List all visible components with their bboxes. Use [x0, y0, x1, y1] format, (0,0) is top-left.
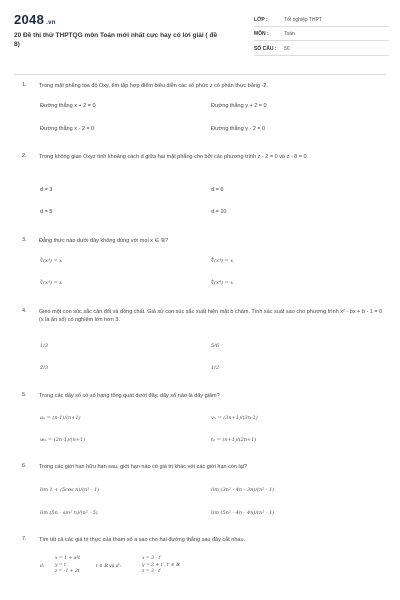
- option-d[interactable]: 1/2: [211, 365, 220, 371]
- meta-divider: [254, 26, 389, 27]
- logo-suffix: .vn: [46, 20, 56, 26]
- option-a[interactable]: 1/3: [40, 343, 49, 349]
- site-logo[interactable]: [14, 12, 56, 27]
- line-d-system: [55, 556, 80, 576]
- question-number: 4.: [22, 308, 27, 314]
- question-number: 6.: [22, 463, 27, 469]
- meta-divider: [254, 40, 389, 41]
- question-number: 5.: [22, 392, 27, 398]
- question-number: 7.: [22, 536, 27, 542]
- count-value: 50: [284, 46, 290, 52]
- logo-text: 2048: [14, 12, 45, 27]
- question-number: 2.: [22, 153, 27, 159]
- line-connector: t ∈ ℝ và d':: [96, 564, 122, 569]
- line-d-eq: z = -1 + 2t: [55, 569, 80, 574]
- question-number: 1.: [22, 82, 27, 88]
- option-a[interactable]: Đường thẳng x + 2 = 0: [40, 103, 96, 109]
- count-label: SỐ CÂU :: [254, 46, 277, 52]
- option-d[interactable]: lim (5n² - 4n - 4n)/(n² - 1): [211, 510, 275, 516]
- question-text: Trong không gian Oxyz tính khoảng cách d giữa hai mặt phẳng cho bởi các phương trình z - 2 = 0 và z - 8 = 0.: [39, 154, 309, 160]
- question-text: Trong các giới hạn hữu hạn sau, giới hạn nào có giá trị khác với các giới hạn còn lại?: [39, 464, 248, 470]
- line-d-eq: y = t: [55, 562, 66, 568]
- question-text: Trong các dãy số có số hạng tổng quát dưới đây, dãy số nào là dãy giảm?: [39, 393, 220, 399]
- option-b[interactable]: d = 6: [211, 187, 224, 193]
- option-c[interactable]: 2/3: [40, 365, 49, 371]
- option-b[interactable]: Đường thẳng y + 2 = 0: [211, 103, 267, 109]
- option-d[interactable]: Đường thẳng y - 2 = 0: [211, 126, 266, 132]
- option-a[interactable]: ∛(x³) = x: [40, 258, 63, 264]
- option-d[interactable]: ∜(x⁴) = x: [211, 280, 234, 286]
- option-a[interactable]: lim 1 + (5cos n)/(n² - 1): [40, 487, 100, 493]
- line-d-prime-eq: x = 3 - t': [142, 556, 162, 561]
- option-b[interactable]: vₙ = (3n+1)/(3n-1): [211, 415, 258, 421]
- header-separator: [14, 74, 386, 75]
- option-d[interactable]: tₙ = (n+1)/(2n+1): [211, 437, 257, 443]
- class-label: LỚP :: [254, 17, 268, 23]
- subject-label: MÔN :: [254, 31, 269, 37]
- question-text: Gieo một con súc sắc cân đối và đồng chất. Giả sử con súc sắc xuất hiện mặt b chấm. Tính xác suất sao cho phương trình x² - bx + b - 1 = 0 (x là ẩn số) có nghiệm lớn hơn 3.: [39, 309, 383, 323]
- question-text: Đẳng thức nào dưới đây không đúng với mọi x ∈ ℝ?: [39, 238, 169, 244]
- exam-title: 20 Đề thi thử THPTQG môn Toán mới nhất cực hay có lời giải ( đề 8): [14, 32, 218, 48]
- option-c[interactable]: lim (5n - sin² n)/(n² - 5): [40, 510, 98, 516]
- question-text: Tìm tất cả các giá trị thực của tham số a sao cho hai đường thẳng sau đây cắt nhau.: [39, 537, 246, 543]
- option-c[interactable]: Đường thẳng x - 2 = 0: [40, 126, 95, 132]
- subject-value: Toán: [284, 31, 295, 37]
- line-d-eq: x = 1 + a²t: [55, 556, 80, 561]
- option-c[interactable]: ∛(x³) = x: [40, 280, 63, 286]
- question-number: 3.: [22, 237, 27, 243]
- option-d[interactable]: d = 10: [211, 209, 227, 215]
- option-b[interactable]: ∜(x⁴) = x: [211, 258, 234, 264]
- meta-divider: [254, 55, 389, 56]
- question-text: Trong mặt phẳng tọa độ Oxy, tìm tập hợp điểm biểu diễn các số phức z có phần thực bằng -2.: [39, 83, 268, 89]
- option-a[interactable]: d = 3: [40, 187, 53, 193]
- line-d-prime-eq: y = 2 + t', t' ∈ ℝ: [142, 562, 180, 568]
- option-b[interactable]: 5/6: [211, 343, 220, 349]
- line-d-prime-eq: z = 3 - t': [142, 569, 162, 574]
- line-d-prime-system: [142, 556, 180, 576]
- option-c[interactable]: wₙ = (2n-1)/(n+1): [40, 437, 86, 443]
- class-value: Tốt nghiệp THPT: [284, 17, 322, 23]
- option-c[interactable]: d = 5: [40, 209, 53, 215]
- option-a[interactable]: aₙ = (n-1)/(n+1): [40, 415, 81, 421]
- option-b[interactable]: lim (3n² - 4n - 3n)/(n² - 1): [211, 487, 275, 493]
- line-d-label: d:: [40, 564, 45, 569]
- document-header: [0, 0, 400, 70]
